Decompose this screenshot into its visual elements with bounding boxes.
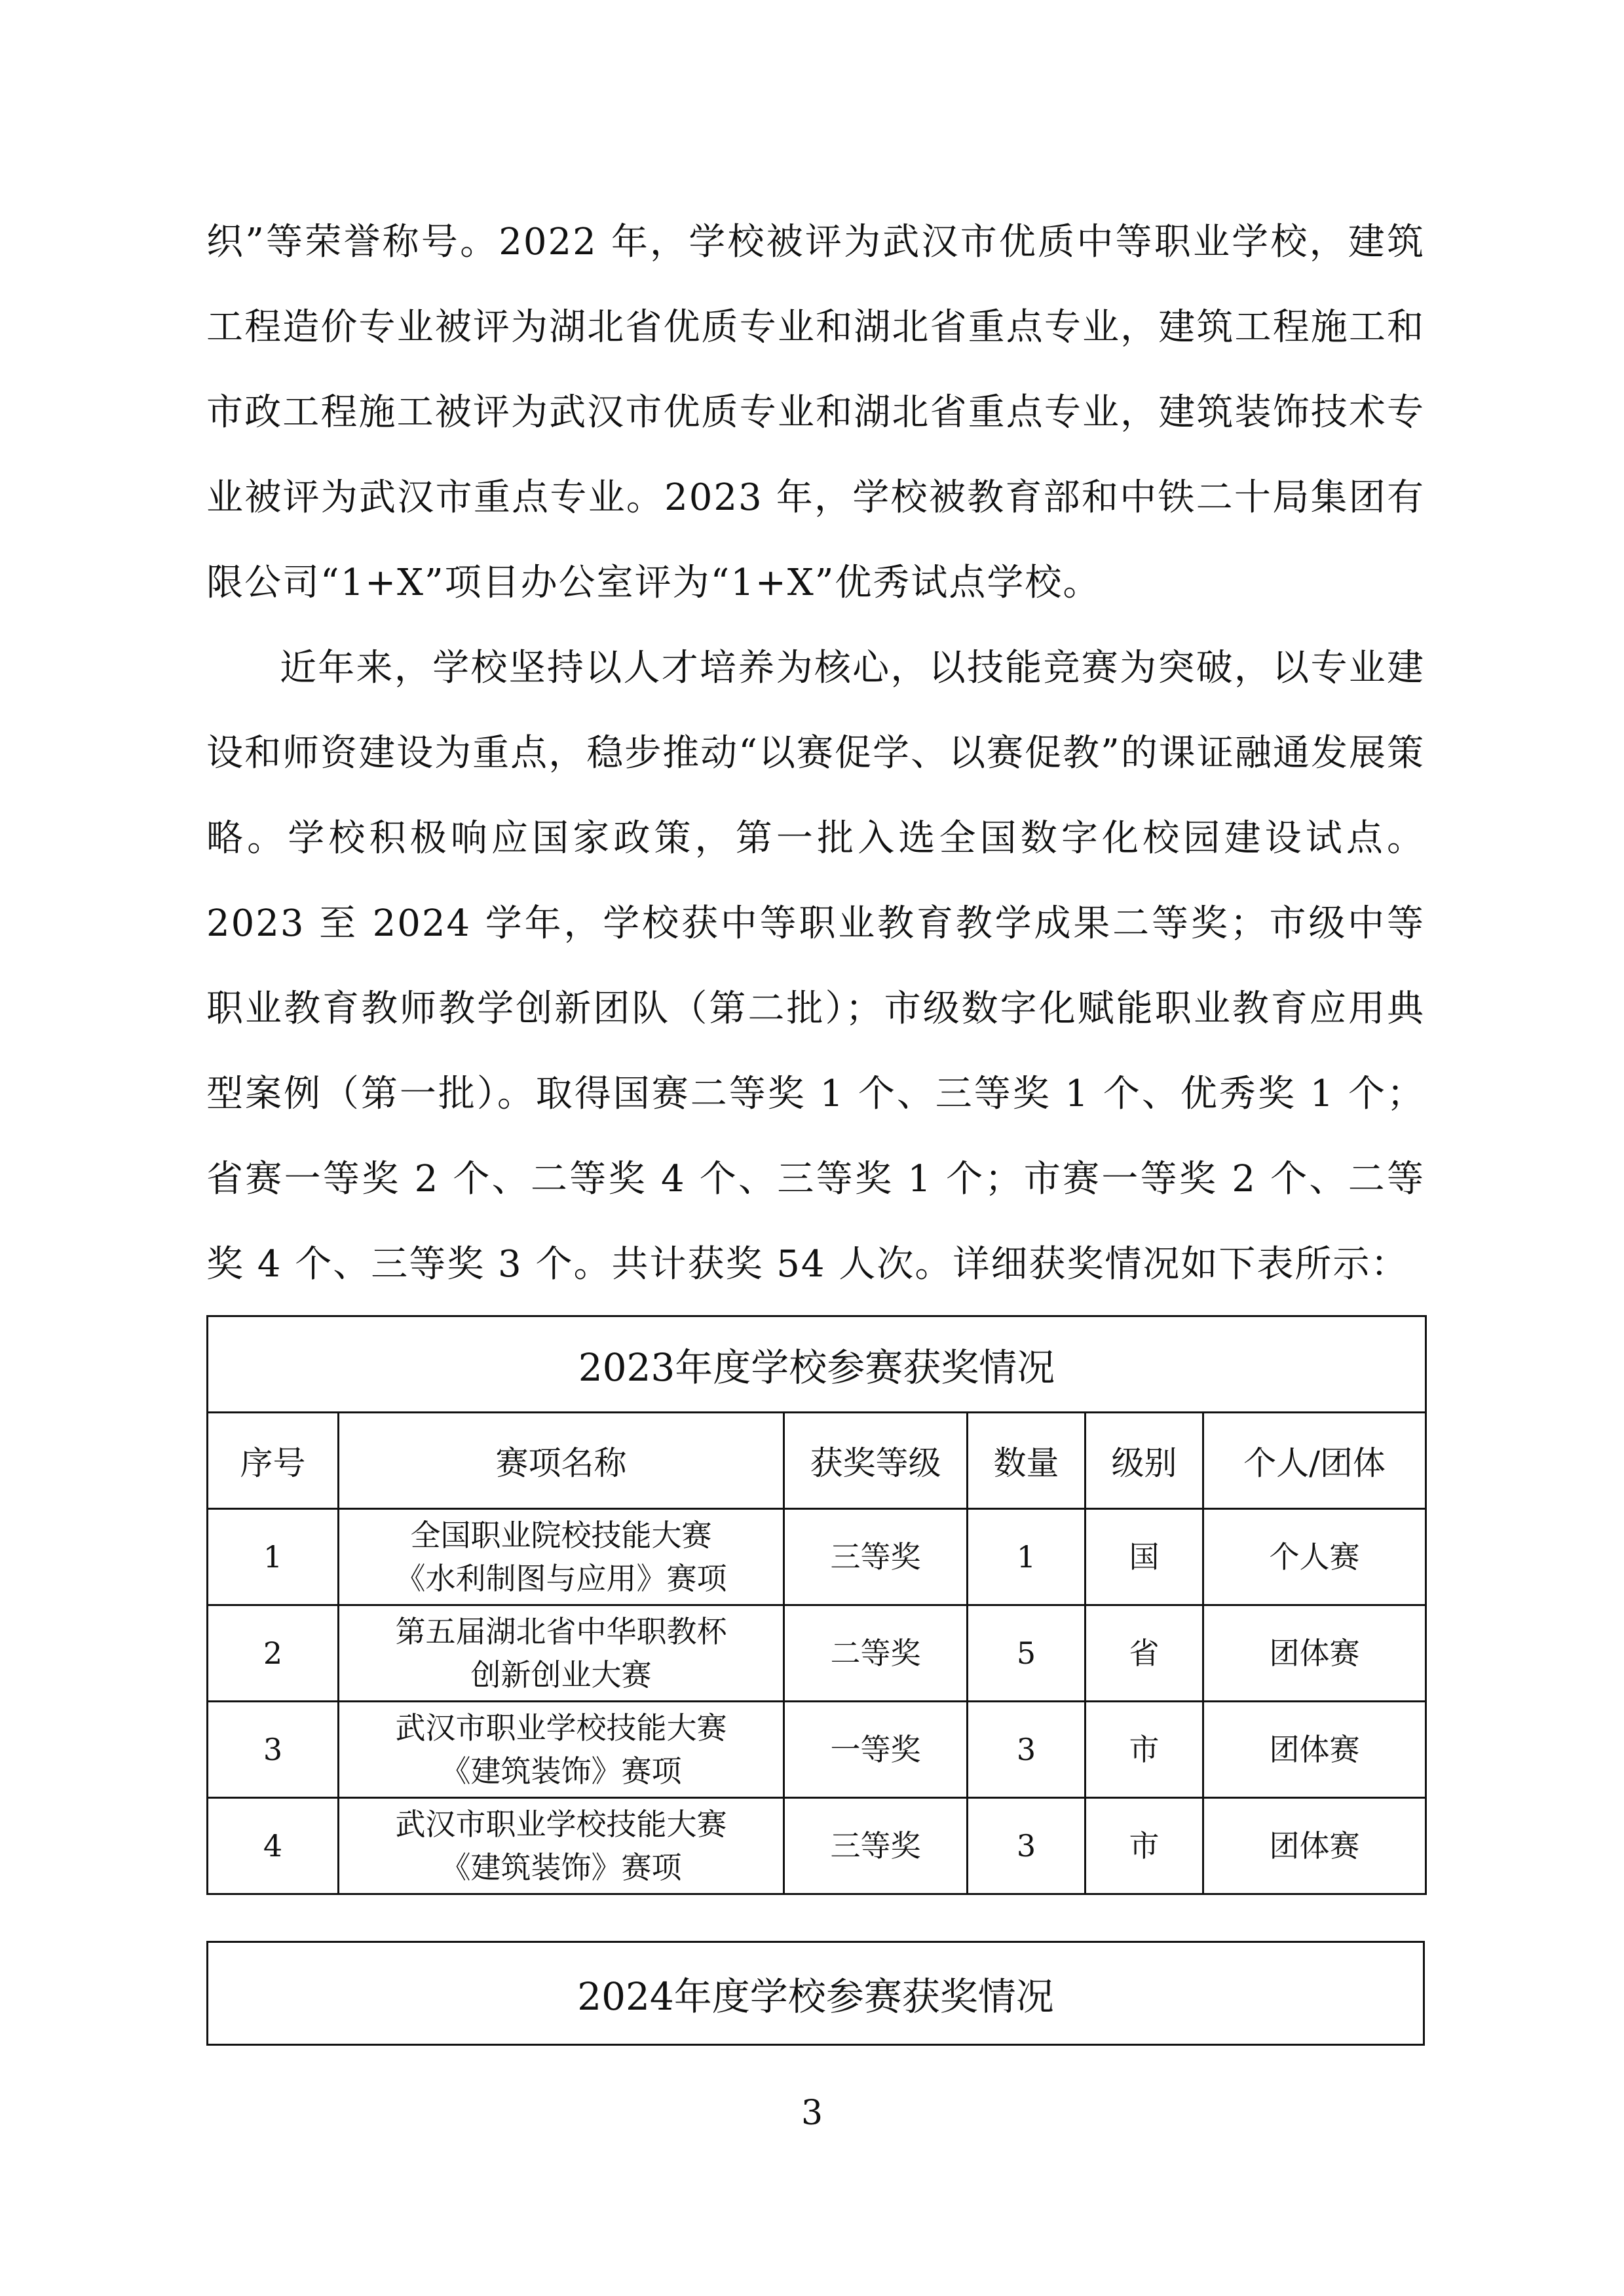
header-index: 序号 (208, 1413, 339, 1509)
cell-level: 市 (1086, 1798, 1203, 1894)
cell-count: 3 (968, 1798, 1086, 1894)
cell-event-name (339, 1509, 784, 1605)
header-individual-team: 个人/团体 (1203, 1413, 1426, 1509)
cell-type: 个人赛 (1203, 1509, 1426, 1605)
cell-level: 市 (1086, 1702, 1203, 1798)
event-name-line1: 武汉市职业学校技能大赛 (395, 1807, 727, 1842)
table-title-2023: 2023年度学校参赛获奖情况 (208, 1316, 1426, 1413)
header-award-level: 获奖等级 (784, 1413, 968, 1509)
awards-table-2024 (206, 1941, 1425, 2046)
table-row (208, 1605, 1426, 1702)
cell-count: 3 (968, 1702, 1086, 1798)
cell-count: 5 (968, 1605, 1086, 1702)
cell-award: 三等奖 (784, 1509, 968, 1605)
cell-level: 国 (1086, 1509, 1203, 1605)
cell-index: 2 (208, 1605, 339, 1702)
cell-event-name (339, 1605, 784, 1702)
cell-level: 省 (1086, 1605, 1203, 1702)
table-title-2024: 2024年度学校参赛获奖情况 (208, 1942, 1424, 2045)
table-row (208, 1798, 1426, 1894)
cell-index: 1 (208, 1509, 339, 1605)
cell-award: 一等奖 (784, 1702, 968, 1798)
cell-type: 团体赛 (1203, 1798, 1426, 1894)
event-name-line1: 全国职业院校技能大赛 (410, 1518, 712, 1553)
cell-type: 团体赛 (1203, 1605, 1426, 1702)
header-tier: 级别 (1086, 1413, 1203, 1509)
paragraph-honors: 织”等荣誉称号。2022 年，学校被评为武汉市优质中等职业学校，建筑工程造价专业被评为湖北省优质专业和湖北省重点专业，建筑工程施工和市政工程施工被评为武汉市优质专业和湖北省重点专业，建筑装饰技术专业被评为武汉市重点专业。2023 年，学校被教育部和中铁二十局集团有限公司“1+X”项目办公室评为“1+X”优秀试点学校。 (206, 221, 1425, 604)
cell-index: 4 (208, 1798, 339, 1894)
table-row (208, 1702, 1426, 1798)
cell-event-name (339, 1702, 784, 1798)
cell-index: 3 (208, 1702, 339, 1798)
awards-table-2023 (206, 1315, 1427, 1895)
document-body (206, 200, 1425, 2046)
cell-count: 1 (968, 1509, 1086, 1605)
event-name-line2: 创新创业大赛 (470, 1657, 652, 1693)
event-name-line1: 第五届湖北省中华职教杯 (395, 1614, 727, 1649)
event-name-line2: 《水利制图与应用》赛项 (395, 1561, 727, 1596)
cell-event-name (339, 1798, 784, 1894)
table-header-row (208, 1413, 1426, 1509)
event-name-line2: 《建筑装饰》赛项 (440, 1850, 682, 1885)
header-event-name: 赛项名称 (339, 1413, 784, 1509)
event-name-line2: 《建筑装饰》赛项 (440, 1753, 682, 1789)
cell-type: 团体赛 (1203, 1702, 1426, 1798)
event-name-line1: 武汉市职业学校技能大赛 (395, 1710, 727, 1746)
paragraph-achievements: 近年来，学校坚持以人才培养为核心，以技能竞赛为突破，以专业建设和师资建设为重点，稳步推动“以赛促学、以赛促教”的课证融通发展策略。学校积极响应国家政策，第一批入选全国数字化校园建设试点。2023 至 2024 学年，学校获中等职业教育教学成果二等奖；市级中等职业教育教师教学创新团队（第二批）；市级数字化赋能职业教育应用典型案例（第一批）。取得国赛二等奖 1 个、三等奖 1 个、优秀奖 1 个；省赛一等奖 2 个、二等奖 4 个、三等奖 1 个；市赛一等奖 2 个、二等奖 4 个、三等奖 3 个。共计获奖 54 人次。详细获奖情况如下表所示： (206, 647, 1425, 1286)
cell-award: 二等奖 (784, 1605, 968, 1702)
header-quantity: 数量 (968, 1413, 1086, 1509)
cell-award: 三等奖 (784, 1798, 968, 1894)
page-number: 3 (801, 2094, 823, 2133)
table-row (208, 1509, 1426, 1605)
